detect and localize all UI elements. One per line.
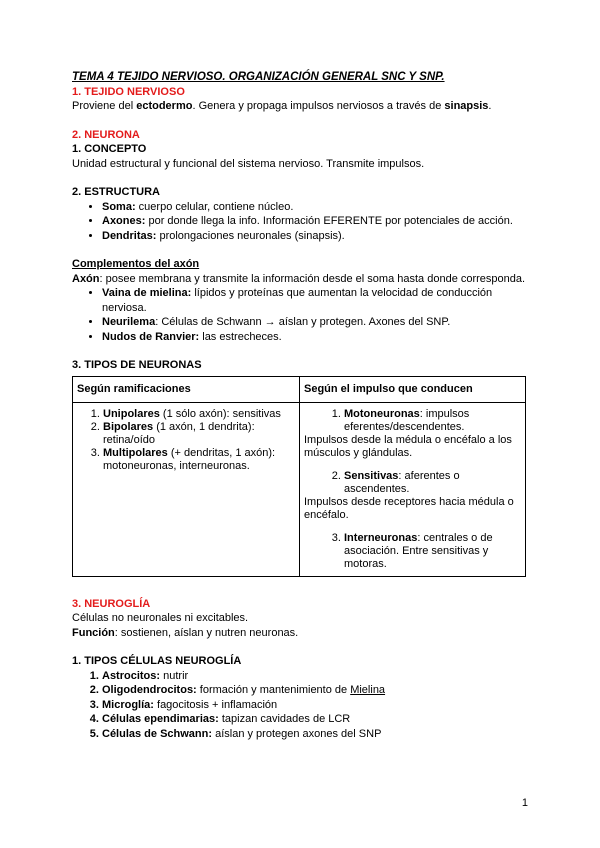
list-item: 2. Sensitivas: aferentes o ascendentes. — [344, 470, 521, 496]
estructura-list — [72, 200, 532, 244]
mielina-link: Mielina — [350, 684, 386, 696]
list-item: • Axones: por donde llega la info. Información EFERENTE por potenciales de acción. — [102, 214, 532, 229]
page-number: 1 — [521, 797, 528, 809]
funcion-text: Función: sostienen, aíslan y nutren neuronas. — [72, 626, 299, 639]
neuroglia-text: Células no neuronales ni excitables. — [72, 612, 249, 624]
list-item: 1. Motoneuronas: impulsos eferentes/descendentes. — [344, 408, 521, 434]
list-item: • Vaina de mielina: lípidos y proteínas que aumentan la velocidad de conducción nerviosa. — [102, 286, 532, 315]
list-item: 1. Unipolares (1 sólo axón): sensitivas — [103, 408, 295, 421]
list-item: 3. Multipolares (+ dendritas, 1 axón): motoneuronas, interneuronas. — [103, 447, 295, 473]
axon-heading: Complementos del axón — [72, 258, 200, 270]
cell-text: Impulsos desde receptores hacia médula o encéfalo. — [304, 495, 514, 521]
list-item: • Nudos de Ranvier: las estrecheces. — [102, 330, 532, 345]
neuroglia-list — [72, 669, 532, 742]
section-1-text: Proviene del ectodermo. Genera y propaga impulsos nerviosos a través de sinapsis. — [72, 100, 492, 112]
table-header: Según ramificaciones — [73, 376, 300, 402]
tipos-neuroglia-heading: 1. TIPOS CÉLULAS NEUROGLÍA — [72, 655, 242, 667]
list-item: 4. Células ependimarias: tapizan cavidades de LCR — [102, 712, 532, 727]
list-item: • Neurilema: Células de Schwann → aíslan y protegen. Axones del SNP. — [102, 315, 532, 330]
list-item: 1. Astrocitos: nutrir — [102, 669, 532, 684]
concepto-heading: 1. CONCEPTO — [72, 143, 147, 155]
neuron-types-table — [72, 376, 526, 577]
table-cell — [73, 402, 300, 576]
axon-text: Axón: posee membrana y transmite la información desde el soma hasta donde corresponda. — [72, 272, 526, 285]
concepto-text: Unidad estructural y funcional del sistema nervioso. Transmite impulsos. — [72, 157, 425, 170]
table-header: Según el impulso que conducen — [300, 376, 526, 402]
list-item: • Soma: cuerpo celular, contiene núcleo. — [102, 200, 532, 215]
section-2-heading: 2. NEURONA — [72, 128, 140, 141]
list-item: 3. Interneuronas: centrales o de asociación. Entre sensitivas y motoras. — [344, 532, 521, 571]
list-item: 2. Oligodendrocitos: formación y mantenimiento de Mielina — [102, 683, 532, 698]
list-item: • Dendritas: prolongaciones neuronales (sinapsis). — [102, 229, 532, 244]
table-cell — [300, 402, 526, 576]
document-page — [72, 70, 532, 741]
tipos-neuronas-heading: 3. TIPOS DE NEURONAS — [72, 359, 202, 371]
section-3-heading: 3. NEUROGLÍA — [72, 597, 151, 610]
doc-title: TEMA 4 TEJIDO NERVIOSO. ORGANIZACIÓN GENERAL SNC Y SNP. — [72, 71, 445, 83]
list-item: 3. Microglía: fagocitosis + inflamación — [102, 698, 532, 713]
cell-text: Impulsos desde la médula o encéfalo a los músculos y glándulas. — [304, 433, 512, 459]
section-1-heading: 1. TEJIDO NERVIOSO — [72, 85, 185, 98]
list-item: 5. Células de Schwann: aíslan y protegen axones del SNP — [102, 727, 532, 742]
estructura-heading: 2. ESTRUCTURA — [72, 186, 161, 198]
axon-list — [72, 286, 532, 344]
list-item: 2. Bipolares (1 axón, 1 dendrita): retina/oído — [103, 421, 295, 447]
